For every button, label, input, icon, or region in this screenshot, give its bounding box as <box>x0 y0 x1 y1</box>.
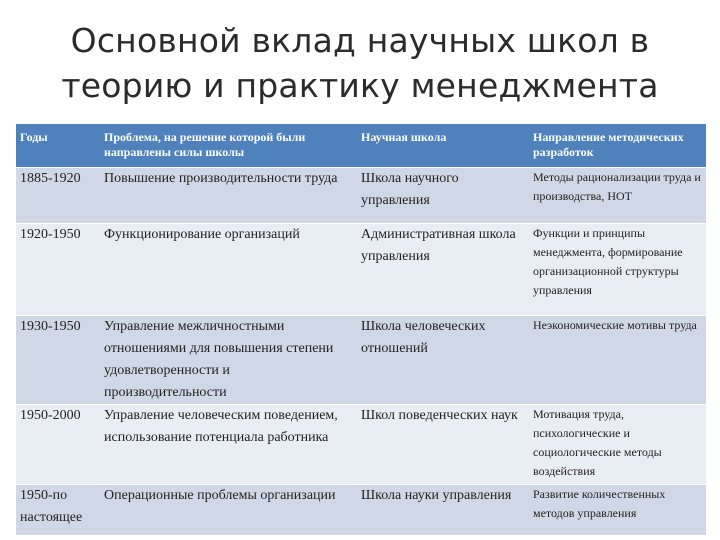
cell-direction: Развитие количественных методов управления <box>529 485 706 535</box>
schools-table <box>16 124 706 535</box>
cell-years: 1950-2000 <box>16 405 100 485</box>
table-row <box>16 224 706 316</box>
header-row <box>16 124 706 168</box>
cell-problem: Управление человеческим поведением, использование потенциала работника <box>100 405 357 485</box>
cell-school: Школ поведенческих наук <box>357 405 529 485</box>
cell-years: 1930-1950 <box>16 316 100 405</box>
cell-problem: Функционирование организаций <box>100 224 357 316</box>
cell-direction: Неэкономические мотивы труда <box>529 316 706 405</box>
table-row <box>16 168 706 224</box>
cell-direction: Мотивация труда, психологические и социологические методы воздействия <box>529 405 706 485</box>
slide-title-line-2: теорию и практику менеджмента <box>61 66 659 105</box>
cell-direction: Методы рационализации труда и производства, НОТ <box>529 168 706 224</box>
cell-years: 1885-1920 <box>16 168 100 224</box>
table-row <box>16 405 706 485</box>
cell-years: 1920-1950 <box>16 224 100 316</box>
header-school: Научная школа <box>357 124 529 168</box>
cell-problem: Операционные проблемы организации <box>100 485 357 535</box>
cell-direction: Функции и принципы менеджмента, формирование организационной структуры управления <box>529 224 706 316</box>
cell-years: 1950-по настоящее <box>16 485 100 535</box>
cell-school: Административная школа управления <box>357 224 529 316</box>
slide-title-line-1: Основной вклад научных школ в <box>70 21 650 60</box>
header-direction: Направление методических разработок <box>529 124 706 168</box>
slide-title <box>0 18 720 108</box>
table-header <box>16 124 706 168</box>
table-row <box>16 485 706 535</box>
cell-school: Школа человеческих отношений <box>357 316 529 405</box>
cell-school: Школа науки управления <box>357 485 529 535</box>
table-body <box>16 168 706 535</box>
table-row <box>16 316 706 405</box>
header-problem: Проблема, на решение которой были направлены силы школы <box>100 124 357 168</box>
cell-problem: Повышение производительности труда <box>100 168 357 224</box>
cell-school: Школа научного управления <box>357 168 529 224</box>
cell-problem: Управление межличностными отношениями для повышения степени удовлетворенности и производительности <box>100 316 357 405</box>
header-years: Годы <box>16 124 100 168</box>
